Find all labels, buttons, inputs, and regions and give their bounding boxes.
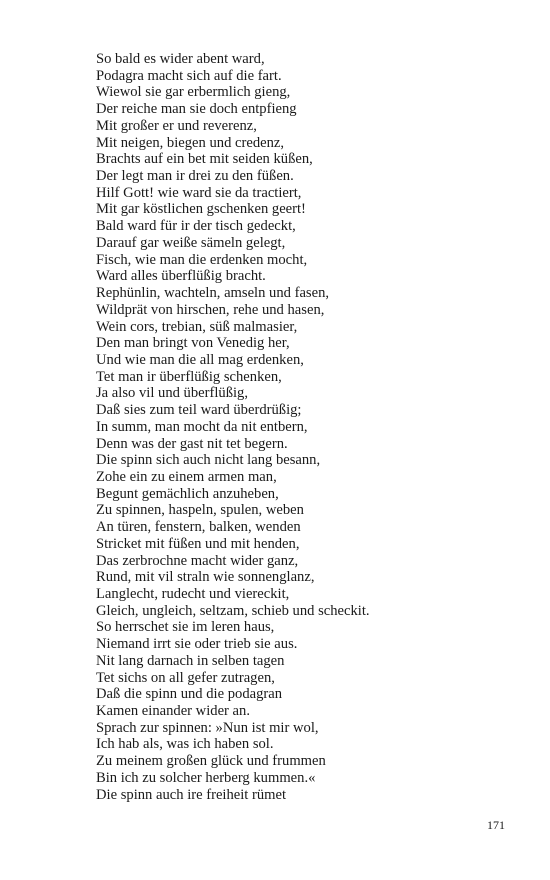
poem-line: Rund, mit vil straln wie sonnenglanz, <box>96 569 315 586</box>
poem-line: Nit lang darnach in selben tagen <box>96 652 285 669</box>
poem-line: Tet man ir überflüßig schenken, <box>96 368 282 385</box>
poem-line: Bald ward für ir der tisch gedeckt, <box>96 218 296 235</box>
poem-line: Der reiche man sie doch entpfieng <box>96 101 297 118</box>
poem-line: Die spinn auch ire freiheit rümet <box>96 786 287 803</box>
poem-line: Ja also vil und überflüßig, <box>96 385 248 402</box>
poem-line: Mit gar köstlichen gschenken geert! <box>96 201 306 218</box>
poem-line: Den man bringt von Venedig her, <box>96 335 290 352</box>
poem-line: Mit großer er und reverenz, <box>96 117 257 134</box>
poem-line: Zu meinem großen glück und frummen <box>96 753 326 770</box>
poem-line: Die spinn sich auch nicht lang besann, <box>96 452 321 469</box>
page-number: 171 <box>487 818 505 832</box>
poem-line: Wein cors, trebian, süß malmasier, <box>96 318 298 335</box>
poem-line: An türen, fenstern, balken, wenden <box>96 519 301 536</box>
poem-line: Hilf Gott! wie ward sie da tractiert, <box>96 184 302 201</box>
poem-line: Denn was der gast nit tet begern. <box>96 435 288 452</box>
poem-line: Wiewol sie gar erbermlich gieng, <box>96 84 291 101</box>
poem-line: Begunt gemächlich anzuheben, <box>96 485 279 502</box>
poem-line: Kamen einander wider an. <box>96 703 250 720</box>
poem-line: Wildprät von hirschen, rehe und hasen, <box>96 301 325 318</box>
poem-line: Langlecht, rudecht und viereckit, <box>96 586 290 602</box>
poem-line: Zu spinnen, haspeln, spulen, weben <box>96 502 304 519</box>
poem-line: Der legt man ir drei zu den füßen. <box>96 168 294 185</box>
poem-line: Stricket mit füßen und mit henden, <box>96 535 300 552</box>
poem-line: Niemand irrt sie oder trieb sie aus. <box>96 636 298 653</box>
poem-line: Das zerbrochne macht wider ganz, <box>96 552 299 569</box>
poem-line: Daß sies zum teil ward überdrüßig; <box>96 402 302 419</box>
poem-line: Zohe ein zu einem armen man, <box>96 468 277 485</box>
poem-line: Brachts auf ein bet mit seiden küßen, <box>96 151 313 168</box>
poem-line: Gleich, ungleich, seltzam, schieb und scheckit. <box>96 602 370 619</box>
poem-line: Rephünlin, wachteln, amseln und fasen, <box>96 285 330 302</box>
poem-line: Fisch, wie man die erdenken mocht, <box>96 251 308 268</box>
poem-line: In summ, man mocht da nit entbern, <box>96 418 308 435</box>
poem-line: Mit neigen, biegen und credenz, <box>96 134 285 151</box>
poem-line: Sprach zur spinnen: »Nun ist mir wol, <box>96 719 319 736</box>
poem-line: Und wie man die all mag erdenken, <box>96 351 304 368</box>
poem-line: So bald es wider abent ward, <box>96 51 265 67</box>
poem-line: Darauf gar weiße sämeln gelegt, <box>96 234 286 251</box>
poem-line: So herrschet sie im leren haus, <box>96 619 275 636</box>
poem-line: Daß die spinn und die podagran <box>96 686 283 703</box>
poem-line: Podagra macht sich auf die fart. <box>96 67 282 84</box>
poem-text <box>96 51 516 803</box>
poem-line: Bin ich zu solcher herberg kummen.« <box>96 769 316 786</box>
poem-line: Ich hab als, was ich haben sol. <box>96 736 274 753</box>
poem-line: Ward alles überflüßig bracht. <box>96 268 266 285</box>
poem-line: Tet sichs on all gefer zutragen, <box>96 669 275 686</box>
